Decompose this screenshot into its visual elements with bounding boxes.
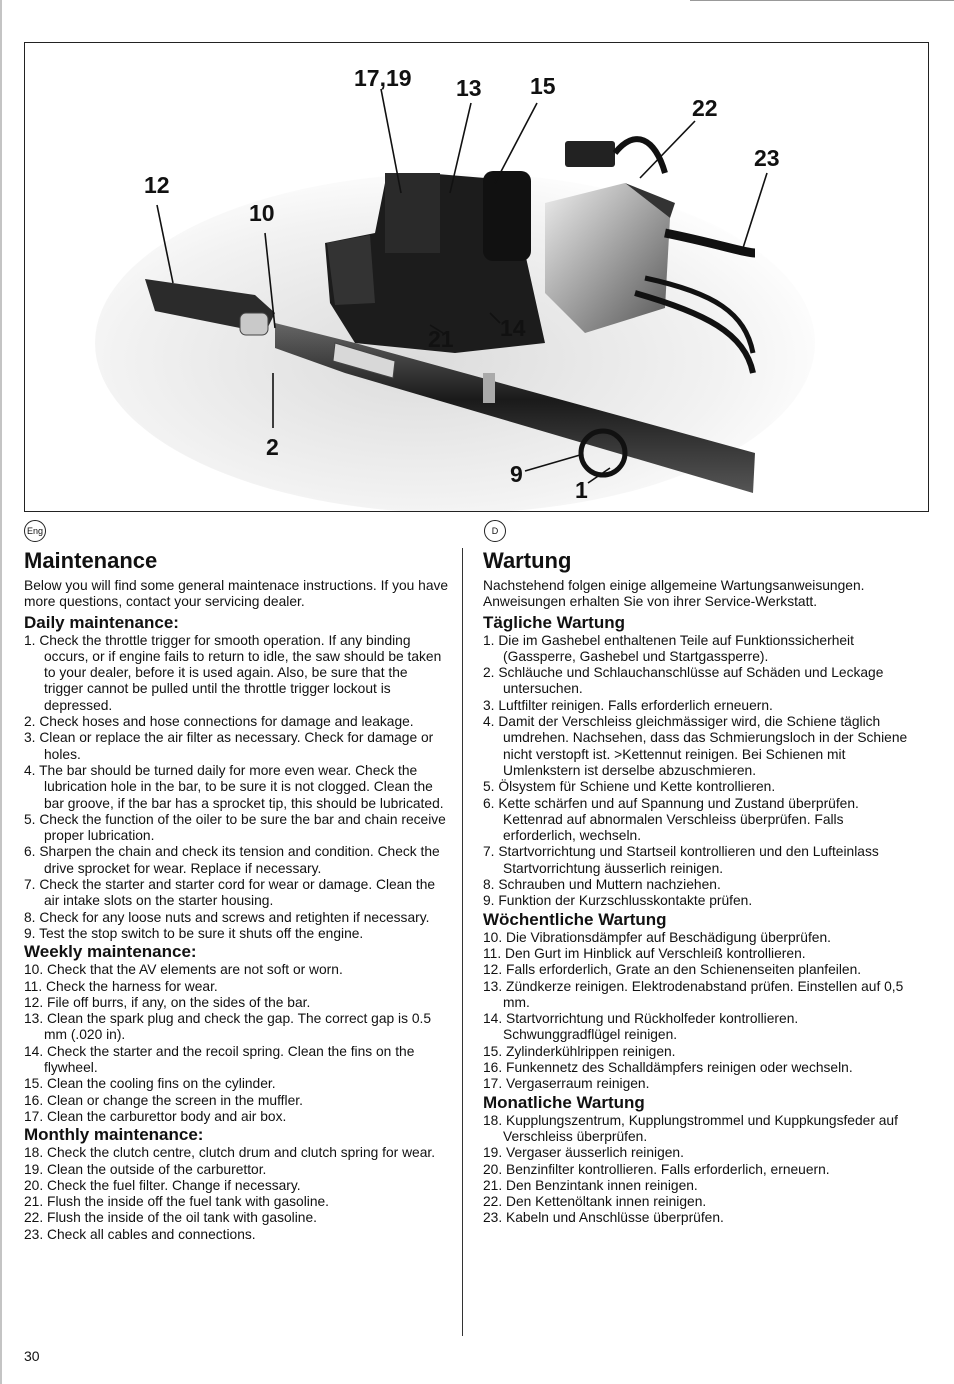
callout-9: 9 [510,461,523,487]
list-item: 20. Benzinfilter kontrollieren. Falls erforderlich, erneuern. [483,1161,830,1177]
list-item: 4. Damit der Verschleiss gleichmässiger wird, die Schiene täglich umdrehen. Nachsehen, dass das Schmierungsloch in der Schiene nicht verstopft ist. >Kettennut reinigen. Bei Schienen mit Umlenkstern ist derselbe abzuschmieren. [483,714,908,778]
list-item: 11. Check the harness for wear. [24,978,218,994]
maintenance-list [24,962,449,1125]
callout-21: 21 [428,326,454,352]
maintenance-list [24,633,449,943]
callout-1: 1 [575,477,588,503]
section-title: Wartung [483,548,572,573]
maintenance-list [483,930,913,1093]
air-box [483,171,531,261]
callout-10: 10 [249,200,275,226]
list-item: 14. Startvorrichtung und Rückholfeder kontrollieren. Schwunggradflügel reinigen. [483,1011,799,1043]
list-item: 17. Clean the carburettor body and air box. [24,1108,287,1124]
pole-saw-illustration [25,43,929,512]
list-item: 6. Sharpen the chain and check its tension and condition. Check the drive sprocket for wear. Replace if necessary. [24,844,440,876]
callout-12: 12 [144,172,170,198]
callout-15: 15 [530,73,556,99]
language-badge-english: Eng [24,520,46,542]
list-item: 19. Vergaser äusserlich reinigen. [483,1145,684,1161]
scan-edge [0,0,2,1384]
list-item: 12. File off burrs, if any, on the sides of the bar. [24,994,311,1010]
carburettor [385,173,440,253]
list-item: 10. Die Vibrationsdämpfer auf Beschädigung überprüfen. [483,929,831,945]
connector-plug [565,141,615,167]
list-item: 18. Kupplungszentrum, Kupplungstrommel und Kuppkungsfeder auf Verschleiss überprüfen. [483,1112,898,1144]
subsection-heading: Monthly maintenance: [24,1125,204,1145]
list-item: 18. Check the clutch centre, clutch drum and clutch spring for wear. [24,1145,436,1161]
list-item: 15. Clean the cooling fins on the cylinder. [24,1076,276,1092]
cable-top [615,139,665,173]
callout-23: 23 [754,145,780,171]
list-item: 7. Startvorrichtung und Startseil kontrollieren und den Lufteinlass Startvorrichtung äusserlich reinigen. [483,844,879,876]
subsection-heading: Monatliche Wartung [483,1092,645,1112]
list-item: 10. Check that the AV elements are not soft or worn. [24,962,343,978]
english-column [24,548,449,1243]
list-item: 8. Schrauben und Muttern nachziehen. [483,877,721,893]
list-item: 13. Clean the spark plug and check the gap. The correct gap is 0.5 mm (.020 in). [24,1011,432,1043]
list-item: 23. Check all cables and connections. [24,1226,256,1242]
page-number: 30 [24,1348,40,1364]
callout-17-19: 17,19 [354,65,412,91]
list-item: 2. Schläuche und Schlauchanschlüsse auf Schäden und Leckage untersuchen. [483,665,884,697]
list-item: 6. Kette schärfen und auf Spannung und Zustand überprüfen. Kettenrad auf abnormalen Verschleiss überprüfen. Falls erforderlich, wechseln. [483,795,859,844]
list-item: 22. Den Kettenöltank innen reinigen. [483,1194,707,1210]
list-item: 21. Flush the inside off the fuel tank with gasoline. [24,1194,330,1210]
list-item: 20. Check the fuel filter. Change if necessary. [24,1177,301,1193]
list-item: 14. Check the starter and the recoil spring. Clean the fins on the flywheel. [24,1043,415,1076]
list-item: 21. Den Benzintank innen reinigen. [483,1177,698,1193]
list-item: 4. The bar should be turned daily for more even wear. Check the lubrication hole in the bar, to be sure it is not clogged. Clean the bar groove, if the bar has a sprocket tip, this should be lubricated. [24,762,444,811]
maintenance-list [483,633,913,910]
callout-2: 2 [266,434,279,460]
list-item: 23. Kabeln und Anschlüsse überprüfen. [483,1210,724,1226]
intro-paragraph: Nachstehend folgen einige allgemeine Wartungsanweisungen. Anweisungen erhalten Sie von ihrer Service-Werkstatt. [483,578,865,610]
list-item: 16. Funkennetz des Schalldämpfers reinigen oder wechseln. [483,1060,853,1076]
list-item: 16. Clean or change the screen in the muffler. [24,1092,303,1108]
list-item: 5. Ölsystem für Schiene und Kette kontrollieren. [483,779,776,795]
subsection-heading: Daily maintenance: [24,612,179,632]
list-item: 2. Check hoses and hose connections for damage and leakage. [24,714,414,730]
list-item: 12. Falls erforderlich, Grate an den Schienenseiten planfeilen. [483,962,862,978]
subsection-heading: Weekly maintenance: [24,942,197,962]
product-photo-figure [24,42,929,512]
list-item: 19. Clean the outside of the carburettor. [24,1161,267,1177]
cooling-fins [545,183,670,333]
list-item: 5. Check the function of the oiler to be sure the bar and chain receive proper lubrication. [24,811,446,844]
intro-paragraph: Below you will find some general maintenace instructions. If you have more questions, contact your servicing dealer. [24,578,449,610]
column-divider [462,548,463,1336]
engine-base [327,235,375,305]
subsection-heading: Wöchentliche Wartung [483,909,667,929]
callout-14: 14 [500,315,526,341]
list-item: 15. Zylinderkühlrippen reinigen. [483,1043,676,1059]
list-item: 11. Den Gurt im Hinblick auf Verschleiß kontrollieren. [483,945,806,961]
list-item: 3. Luftfilter reinigen. Falls erforderlich erneuern. [483,697,773,713]
list-item: 17. Vergaserraum reinigen. [483,1076,650,1092]
language-badge-german: D [484,520,506,542]
list-item: 22. Flush the inside of the oil tank with gasoline. [24,1210,317,1226]
list-item: 3. Clean or replace the air filter as necessary. Check for damage or holes. [24,730,434,762]
top-rule [690,0,954,1]
list-item: 1. Check the throttle trigger for smooth operation. If any binding occurs, or if engine fails to return to idle, the saw should be taken to your dealer, before it is used again. Also, be sure that the trigger cannot be pulled until the throttle trigger lockout is depressed. [24,632,442,713]
list-item: 9. Test the stop switch to be sure it shuts off the engine. [24,925,364,941]
list-item: 8. Check for any loose nuts and screws and retighten if necessary. [24,909,430,925]
shaft-clamp [483,373,495,403]
maintenance-list [483,1113,913,1227]
maintenance-list [24,1145,449,1243]
callout-13: 13 [456,75,482,101]
german-column [483,548,913,1227]
list-item: 7. Check the starter and starter cord for wear or damage. Clean the air intake slots on the starter housing. [24,877,436,909]
section-title: Maintenance [24,548,158,573]
sprocket-cover [240,313,268,335]
subsection-heading: Tägliche Wartung [483,612,625,632]
list-item: 1. Die im Gashebel enthaltenen Teile auf Funktionssicherheit (Gassperre, Gashebel und Startgassperre). [483,632,854,664]
list-item: 13. Zündkerze reinigen. Elektrodenabstand prüfen. Einstellen auf 0,5 mm. [483,978,904,1010]
list-item: 9. Funktion der Kurzschlusskontakte prüfen. [483,893,753,909]
callout-22: 22 [692,95,718,121]
